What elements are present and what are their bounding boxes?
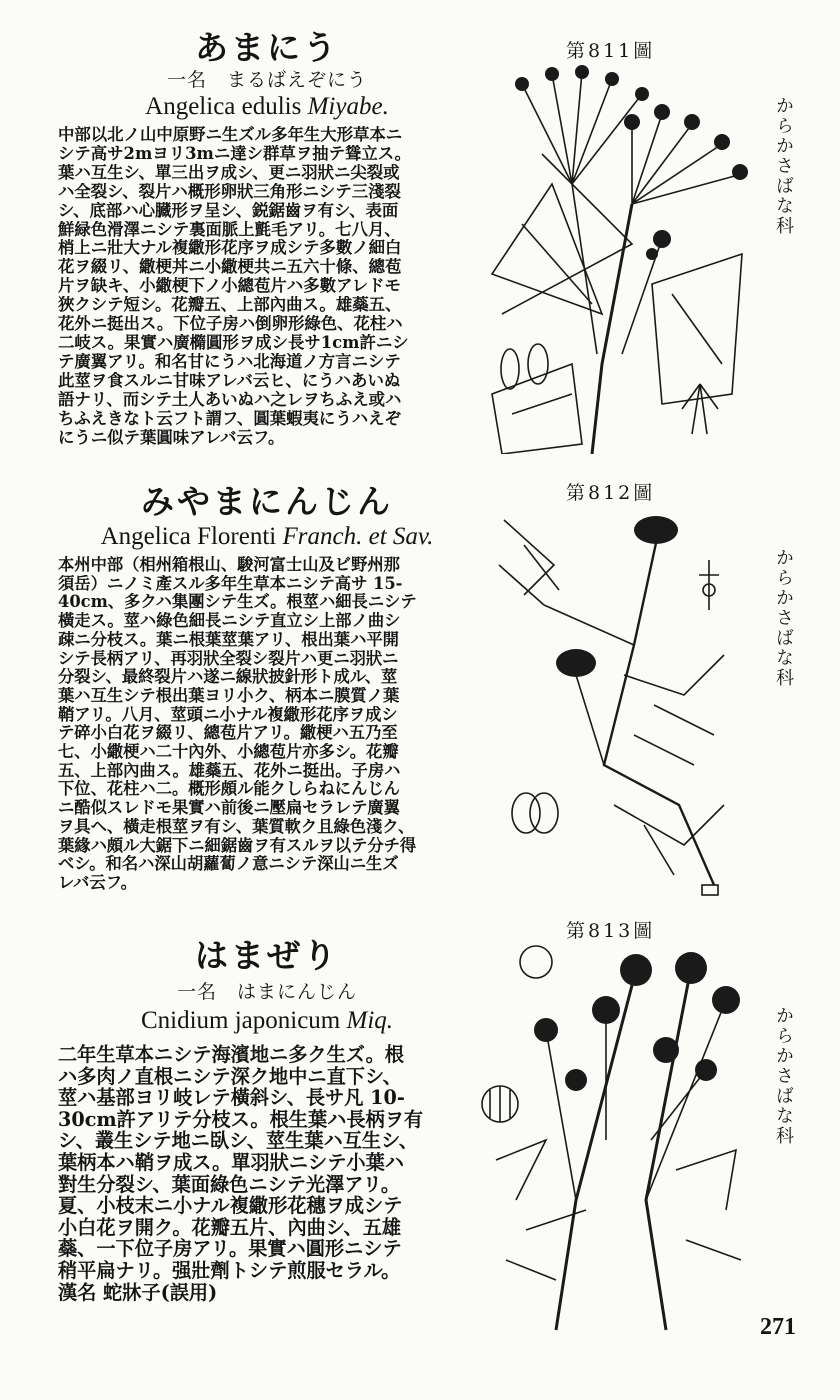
- description-line: 對生分裂シ、葉面綠色ニシテ光澤アリ。: [58, 1173, 401, 1196]
- description-line: 夏、小枝末ニ小ナル複繖形花穗ヲ成シテ: [58, 1195, 403, 1217]
- description-line: ニ酷似スレドモ果實ハ前後ニ壓扁セラレテ廣翼: [58, 799, 400, 818]
- entry-description: [58, 126, 476, 447]
- description-line: 莖ハ基部ヨリ岐レテ橫斜シ、長サ凡 10-: [58, 1087, 405, 1109]
- scientific-genus: Cnidium japonicum: [140, 1007, 341, 1034]
- family-label: からかさばな科: [773, 96, 794, 236]
- description-line: 稍平扁ナリ。强壯劑トシテ煎服セラル。: [58, 1259, 401, 1282]
- description-line: テ廣翼アリ。和名甘にうハ北海道ノ方言ニシテ: [58, 352, 401, 371]
- entry-text: [58, 482, 476, 893]
- flower-umbel: [522, 72, 742, 204]
- plant-stem: [572, 184, 662, 454]
- description-line: 疎ニ分枝ス。葉ニ根葉莖葉アリ、根出葉ハ平開: [58, 630, 399, 649]
- description-line: テ碎小白花ヲ綴リ、總苞片アリ。繖梗ハ五乃至: [58, 724, 398, 743]
- description-line: ヲ具ヘ、橫走根莖ヲ有シ、葉質軟ク且綠色淺ク、: [58, 817, 415, 836]
- description-line: 下位、花柱ハ二。概形頗ル能クしらねにんじん: [58, 780, 400, 799]
- plant-stem: [544, 543, 714, 885]
- description-line: にうニ似テ葉圓味アレバ云フ。: [58, 428, 285, 447]
- entry-description: [58, 556, 476, 893]
- scientific-author: Miyabe.: [307, 93, 389, 120]
- scientific-name: [58, 1006, 476, 1036]
- entry-title: みやまにんじん: [141, 482, 393, 521]
- description-line: 小白花ヲ開ク。花瓣五片、內曲シ、五雄: [58, 1216, 402, 1239]
- family-label: からかさばな科: [773, 1006, 794, 1146]
- description-line: 五、上部內曲ス。雄蘂五、花外ニ挺出。子房ハ: [58, 761, 401, 780]
- flower-cluster: [534, 952, 740, 1091]
- entry-description: [58, 1044, 476, 1303]
- description-line: 語ナリ、而シテ土人あいぬハ之レヲちふえ或ハ: [58, 390, 402, 409]
- description-line: シテ高サ2mヨリ3mニ達シ群草ヲ抽テ聳立ス。: [58, 144, 412, 163]
- entry-title: あまにう: [195, 28, 339, 67]
- scientific-author: Franch. et Sav.: [282, 523, 434, 550]
- entry-alias: 一名 まるばえぞにう: [166, 69, 367, 91]
- description-line: レバ云フ。: [58, 873, 137, 892]
- description-line: 本州中部（相州箱根山、駿河富士山及ビ野州那: [58, 556, 400, 574]
- description-line: 鞘アリ。八月、莖頭ニ小ナル複繖形花序ヲ成シ: [58, 705, 398, 724]
- description-line: 花ヲ綴リ、繖梗丼ニ小繖梗共ニ五六十條、總苞: [58, 258, 402, 277]
- plant-stem: [546, 968, 726, 1330]
- plant-leaf: [499, 520, 724, 875]
- figure-label: 第812圖: [566, 482, 656, 504]
- description-line: 二年生草本ニシテ海濱地ニ多ク生ズ。根: [58, 1044, 404, 1066]
- description-line: 40cm、多クハ集團シテ生ズ。根莖ハ細長ニシテ: [58, 593, 417, 612]
- description-line: 蘂、一下位子房アリ。果實ハ圓形ニシテ: [58, 1238, 402, 1260]
- description-line: 葉ハ互生シテ根出葉ヨリ小ク、柄本ニ膜質ノ葉: [58, 686, 400, 705]
- scientific-genus: Angelica edulis: [145, 93, 302, 120]
- figure-label: 第811圖: [566, 40, 656, 62]
- scientific-name: [58, 92, 476, 122]
- description-line: ハ全裂シ、裂片ハ概形卵狀三角形ニシテ三淺裂: [58, 182, 401, 201]
- description-line: 花外ニ挺出ス。下位子房ハ倒卵形綠色、花柱ハ: [58, 315, 403, 334]
- description-line: ベシ。和名ハ深山胡蘿蔔ノ意ニシテ深山ニ生ズ: [58, 855, 399, 874]
- description-line: 七、小繖梗ハ二十內外、小總苞片亦多シ。花瓣: [58, 743, 399, 762]
- description-line: シテ長柄アリ、再羽狀全裂シ裂片ハ更ニ羽狀ニ: [58, 649, 399, 668]
- entry-text: [58, 936, 476, 1303]
- description-line: 片ヲ缺キ、小繖梗下ノ小總苞片ハ多數アレドモ: [58, 277, 401, 296]
- description-line: 葉ハ互生シ、單三出ヲ成シ、更ニ羽狀ニ尖裂或: [58, 163, 400, 182]
- plant-illustration: [476, 940, 752, 1335]
- family-label: からかさばな科: [773, 548, 794, 688]
- description-line: ちふえきなト云フト謂フ、圓葉蝦夷にうハえぞ: [58, 409, 401, 428]
- description-line: 橫走ス。莖ハ綠色細長ニシテ直立シ上部ノ曲シ: [58, 612, 401, 631]
- entry-title: はまぜり: [195, 936, 339, 975]
- description-line: シ、底部ハ心臓形ヲ呈シ、鋭鋸齒ヲ有シ、表面: [58, 201, 399, 220]
- page-number: 271: [760, 1314, 796, 1340]
- plant-leaf: [492, 154, 742, 454]
- seed-detail: [501, 344, 718, 434]
- description-line: 鮮緑色滑澤ニシテ裏面脈上氈毛アリ。七八月、: [58, 220, 401, 239]
- description-line: 此莖ヲ食スルニ甘味アレバ云ヒ、にうハあいぬ: [58, 371, 401, 390]
- flower-cluster: [556, 516, 678, 677]
- scientific-genus: Angelica Florenti: [100, 523, 277, 550]
- description-line: 中部以北ノ山中原野ニ生ズル多年生大形草本ニ: [58, 126, 403, 144]
- description-line: 葉柄本ハ鞘ヲ成ス。單羽狀ニシテ小葉ハ: [58, 1151, 404, 1174]
- entry-alias: 一名 はまにんじん: [176, 981, 357, 1003]
- description-line: 葉緣ハ頗ル大鋸下ニ細鋸齒ヲ有スルヲ以テ分チ得: [58, 836, 417, 855]
- description-line: 分裂シ、最終裂片ハ遂ニ線狀披針形ト成ル、莖: [58, 668, 398, 687]
- plant-leaf: [496, 1140, 741, 1280]
- entry-text: [58, 28, 476, 447]
- plant-illustration: [484, 505, 756, 900]
- description-line: 30cm許アリテ分枝ス。根生葉ハ長柄ヲ有: [58, 1108, 424, 1131]
- scientific-name: [58, 522, 476, 552]
- fruit-detail: [512, 560, 719, 833]
- description-line: 二岐ス。果實ハ廣橢圓形ヲ成シ長サ1cm許ニシ: [58, 333, 409, 352]
- description-line: 須岳）ニノミ產スル多年生草本ニシテ高サ 15-: [58, 574, 403, 593]
- description-line: 漢名 蛇牀子(誤用): [58, 1281, 218, 1304]
- root-cut: [702, 885, 718, 895]
- description-line: シ、叢生シテ地ニ臥シ、莖生葉ハ互生シ、: [58, 1130, 418, 1152]
- figure-label: 第813圖: [566, 920, 656, 942]
- scientific-author: Miq.: [346, 1007, 394, 1034]
- plant-illustration: [482, 64, 754, 454]
- description-line: 狹クシテ短シ。花瓣五、上部內曲ス。雄蘂五、: [58, 296, 402, 315]
- description-line: ハ多肉ノ直根ニシテ深ク地中ニ直下シ、: [58, 1065, 402, 1088]
- description-line: 梢上ニ壯大ナル複繖形花序ヲ成シテ多數ノ細白: [58, 239, 402, 258]
